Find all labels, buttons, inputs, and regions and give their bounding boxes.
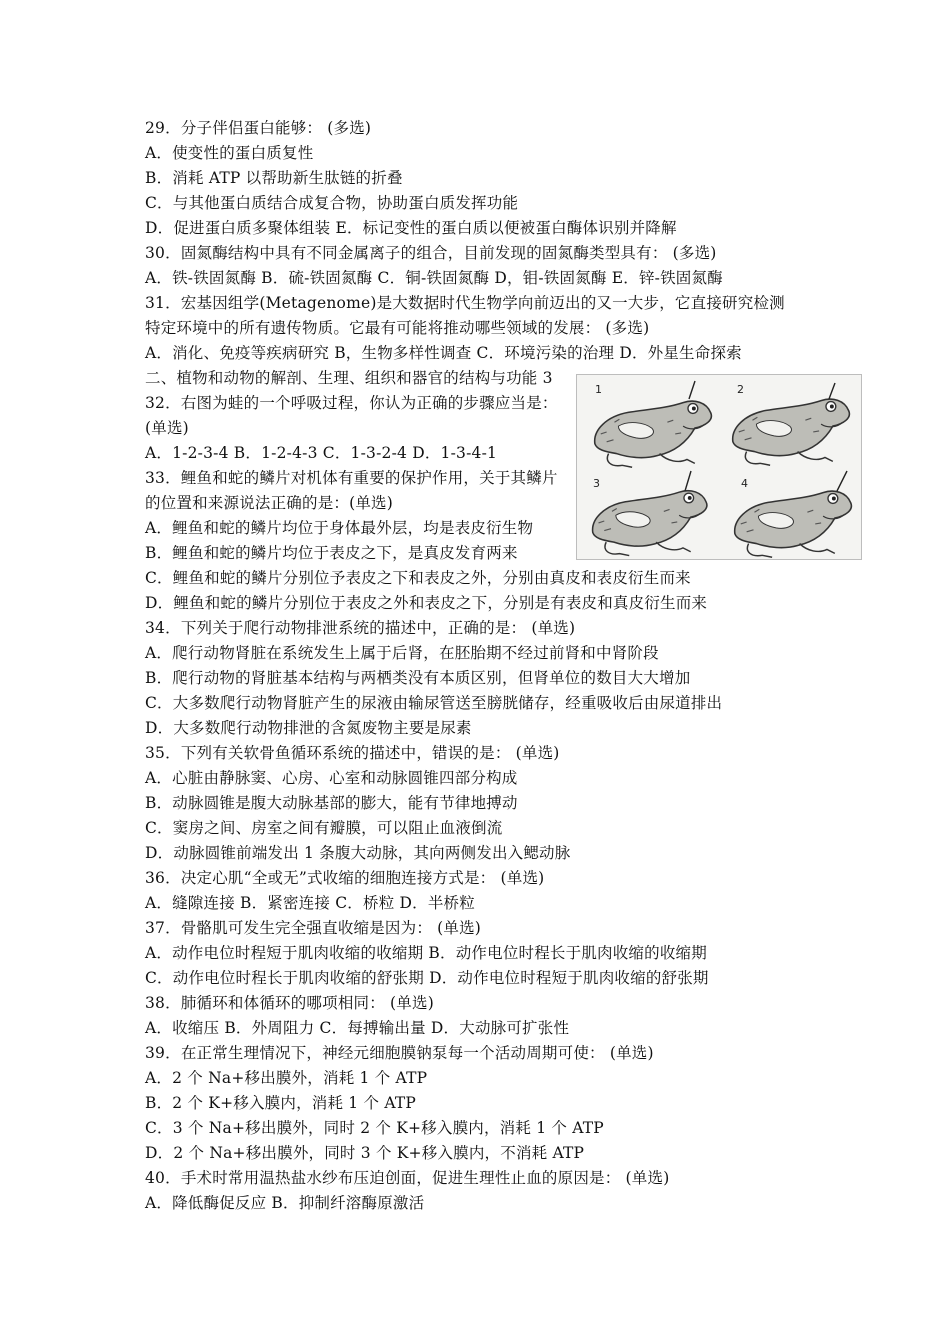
option-line: A．1-2-3-4 B．1-2-4-3 C．1-3-2-4 D．1-3-4-1: [145, 444, 498, 462]
question-35: 35．下列有关软骨鱼循环系统的描述中，错误的是： (单选): [145, 744, 560, 762]
svg-text:2: 2: [737, 383, 744, 396]
option-line: C．3 个 Na+移出膜外，同时 2 个 K+移入膜内，消耗 1 个 ATP: [145, 1119, 604, 1137]
option-line: A．缝隙连接 B．紧密连接 C．桥粒 D．半桥粒: [145, 894, 475, 912]
question-37: 37．骨骼肌可发生完全强直收缩是因为： (单选): [145, 919, 482, 937]
option-line: C．动作电位时程长于肌肉收缩的舒张期 D．动作电位时程短于肌肉收缩的舒张期: [145, 969, 709, 987]
option-line: D．鲤鱼和蛇的鳞片分别位于表皮之外和表皮之下，分别是有表皮和真皮衍生而来: [145, 594, 708, 612]
section-heading: 二、植物和动物的解剖、生理、组织和器官的结构与功能 3: [145, 369, 553, 387]
frog-respiration-figure: [576, 374, 862, 560]
option-line: B．鲤鱼和蛇的鳞片均位于表皮之下，是真皮发育两来: [145, 544, 518, 562]
svg-text:4: 4: [741, 477, 748, 490]
option-line: D．动脉圆锥前端发出 1 条腹大动脉，其向两侧发出入鳃动脉: [145, 844, 571, 862]
question-33-cont: 的位置和来源说法正确的是：(单选): [145, 494, 393, 512]
option-line: D．2 个 Na+移出膜外，同时 3 个 K+移入膜内，不消耗 ATP: [145, 1144, 585, 1162]
question-30: 30．固氮酶结构中具有不同金属离子的组合，目前发现的固氮酶类型具有： (多选): [145, 244, 717, 262]
question-32-type: (单选): [145, 419, 189, 437]
frog-panel-2: [733, 383, 850, 465]
question-36: 36．决定心肌“全或无”式收缩的细胞连接方式是： (单选): [145, 869, 545, 887]
option-line: A．铁-铁固氮酶 B．硫-铁固氮酶 C．铜-铁固氮酶 D，钼-铁固氮酶 E．锌-铁固氮酶: [145, 269, 723, 287]
option-line: A．2 个 Na+移出膜外，消耗 1 个 ATP: [145, 1069, 428, 1087]
option-line: C．大多数爬行动物肾脏产生的尿液由输尿管送至膀胱储存，经重吸收后由尿道排出: [145, 694, 723, 712]
option-line: A．心脏由静脉窦、心房、心室和动脉圆锥四部分构成: [145, 769, 518, 787]
option-line: B．爬行动物的肾脏基本结构与两栖类没有本质区别，但肾单位的数目大大增加: [145, 669, 691, 687]
frog-panel-3: [593, 471, 707, 556]
svg-text:1: 1: [595, 383, 602, 396]
option-line: A．收缩压 B．外周阻力 C．每搏输出量 D．大动脉可扩张性: [145, 1019, 570, 1037]
option-line: B．动脉圆锥是腹大动脉基部的膨大，能有节律地搏动: [145, 794, 518, 812]
option-line: B．2 个 K+移入膜内，消耗 1 个 ATP: [145, 1094, 417, 1112]
option-line: A．降低酶促反应 B．抑制纤溶酶原激活: [145, 1194, 425, 1212]
option-line: A．鲤鱼和蛇的鳞片均位于身体最外层，均是表皮衍生物: [145, 519, 534, 537]
question-31: 31．宏基因组学(Metagenome)是大数据时代生物学向前迈出的又一大步，它直接研究检测: [145, 294, 785, 312]
question-40: 40．手术时常用温热盐水纱布压迫创面，促进生理性止血的原因是： (单选): [145, 1169, 670, 1187]
question-29: 29．分子伴侣蛋白能够： (多选): [145, 119, 372, 137]
option-line: C．与其他蛋白质结合成复合物，协助蛋白质发挥功能: [145, 194, 519, 212]
option-line: C．鲤鱼和蛇的鳞片分别位予表皮之下和表皮之外，分别由真皮和表皮衍生而来: [145, 569, 691, 587]
option-line: A．消化、免疫等疾病研究 B，生物多样性调查 C．环境污染的治理 D．外星生命探索: [145, 344, 742, 362]
svg-text:3: 3: [593, 477, 600, 490]
option-line: C．窦房之间、房室之间有瓣膜，可以阻止血液倒流: [145, 819, 503, 837]
option-line: A．使变性的蛋白质复性: [145, 144, 314, 162]
question-32: 32．右图为蛙的一个呼吸过程，你认为正确的步骤应当是：: [145, 394, 558, 412]
frog-panel-1: [595, 381, 712, 467]
frog-panel-4: [735, 471, 852, 557]
question-31-cont: 特定环境中的所有遗传物质。它最有可能将推动哪些领域的发展： (多选): [145, 319, 650, 337]
question-39: 39．在正常生理情况下，神经元细胞膜钠泵每一个活动周期可使： (单选): [145, 1044, 654, 1062]
option-line: B．消耗 ATP 以帮助新生肽链的折叠: [145, 169, 403, 187]
option-line: D．大多数爬行动物排泄的含氮废物主要是尿素: [145, 719, 472, 737]
option-line: A．爬行动物肾脏在系统发生上属于后肾，在胚胎期不经过前肾和中肾阶段: [145, 644, 659, 662]
option-line: A．动作电位时程短于肌肉收缩的收缩期 B．动作电位时程长于肌肉收缩的收缩期: [145, 944, 707, 962]
option-line: D．促进蛋白质多聚体组装 E．标记变性的蛋白质以便被蛋白酶体识别并降解: [145, 219, 677, 237]
question-34: 34．下列关于爬行动物排泄系统的描述中，正确的是： (单选): [145, 619, 576, 637]
question-33: 33．鲤鱼和蛇的鳞片对机体有重要的保护作用，关于其鳞片: [145, 469, 558, 487]
question-38: 38．肺循环和体循环的哪项相同： (单选): [145, 994, 434, 1012]
